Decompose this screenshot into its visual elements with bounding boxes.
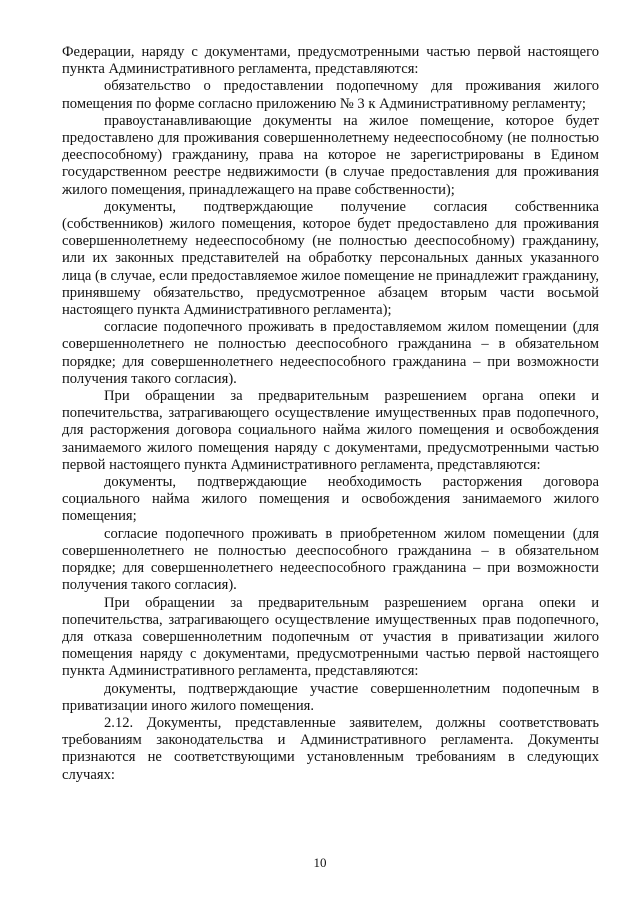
paragraph-lease-termination: При обращении за предварительным разрешением органа опеки и попечительства, затрагивающего осуществление имущественных прав подопечного, для расторжения договора социального найма жилого помещения и освобождения занимаемого жилого помещения наряду с документами, предусмотренными частью первой настоящего пункта Административного регламента, представляются:: [62, 388, 599, 473]
paragraph-owner-consent: документы, подтверждающие получение согласия собственника (собственников) жилого помещения, которое будет предоставлено для проживания совершеннолетнему недееспособному (не полностью дееспособному) гражданину, или их законных представителей на обработку персональных данных указанного лица (в случае, если предоставляемое жилое помещение не принадлежит гражданину, принявшему обязательство, предусмотренное абзацем вторым части восьмой настоящего пункта Административного регламента);: [62, 198, 599, 319]
paragraph-ward-consent: согласие подопечного проживать в предоставляемом жилом помещении (для совершеннолетнего не полностью дееспособного гражданина – в обязательном порядке; для совершеннолетнего недееспособного гражданина – при возможности получения такого согласия).: [62, 319, 599, 387]
page-number: 10: [313, 855, 327, 870]
paragraph-title-documents: правоустанавливающие документы на жилое помещение, которое будет предоставлено для проживания совершеннолетнему недееспособному (не полностью дееспособному) гражданину, права на которое не зарегистрированы в Едином государственном реестре недвижимости (в случае предоставления для проживания жилого помещения, принадлежащего на праве собственности);: [62, 112, 599, 198]
paragraph-continuation: Федерации, наряду с документами, предусмотренными частью первой настоящего пункта Административного регламента, представляются:: [62, 44, 599, 78]
paragraph-obligation: обязательство о предоставлении подопечному для проживания жилого помещения по форме согласно приложению № 3 к Административному регламенту;: [62, 78, 599, 112]
document-body: [62, 44, 599, 784]
paragraph-privatization-documents: документы, подтверждающие участие совершеннолетним подопечным в приватизации иного жилого помещения.: [62, 680, 599, 714]
paragraph-termination-documents: документы, подтверждающие необходимость расторжения договора социального найма жилого помещения и освобождения занимаемого жилого помещения;: [62, 474, 599, 525]
paragraph-section-2-12: 2.12. Документы, представленные заявителем, должны соответствовать требованиям законодательства и Административного регламента. Документы признаются не соответствующими установленным требованиям в следующих случаях:: [62, 714, 599, 783]
paragraph-ward-consent-acquired: согласие подопечного проживать в приобретенном жилом помещении (для совершеннолетнего не полностью дееспособного гражданина – в обязательном порядке; для совершеннолетнего недееспособного гражданина – при возможности получения такого согласия).: [62, 525, 599, 594]
paragraph-privatization-refusal: При обращении за предварительным разрешением органа опеки и попечительства, затрагивающего осуществление имущественных прав подопечного, для отказа совершеннолетним подопечным от участия в приватизации жилого помещения наряду с документами, предусмотренными частью первой настоящего пункта Административного регламента, представляются:: [62, 594, 599, 680]
